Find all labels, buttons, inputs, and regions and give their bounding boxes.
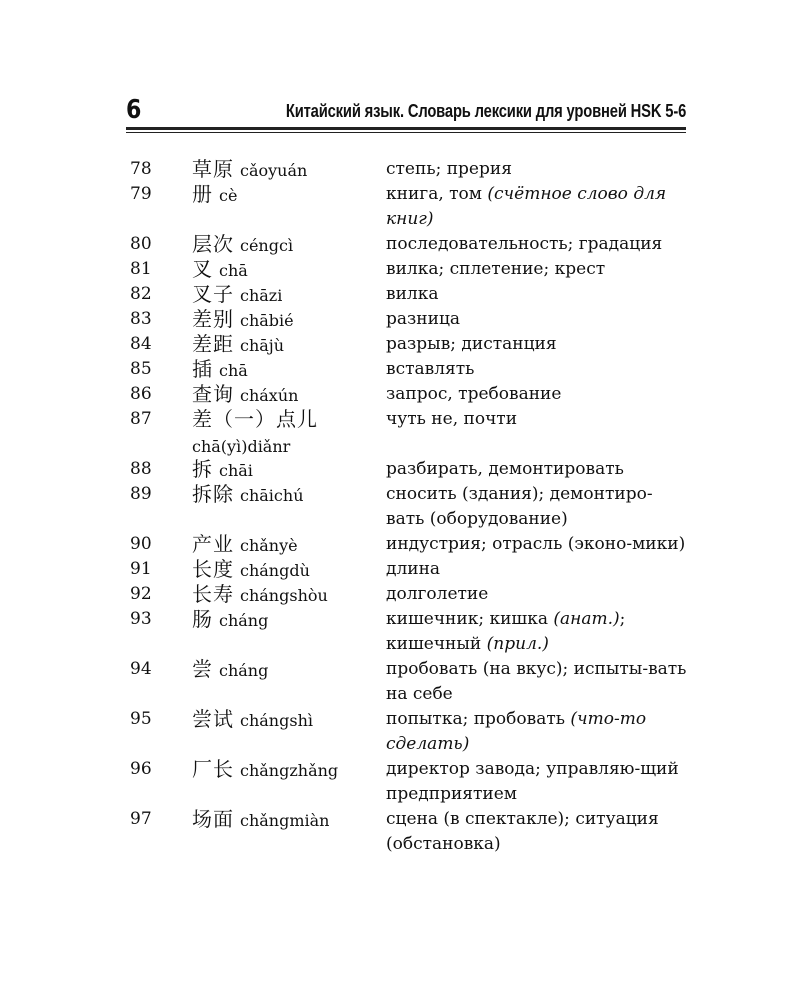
entry-hanzi: 拆除 <box>192 482 234 506</box>
entry-headword <box>192 407 432 460</box>
entry-hanzi: 厂长 <box>192 757 234 781</box>
entry-hanzi: 长度 <box>192 557 234 581</box>
page-number: 6 <box>126 95 142 125</box>
entry-number: 78 <box>130 159 152 179</box>
entry-pinyin: chābié <box>240 311 294 330</box>
entry-definition: книга, том (счётное слово для книг) <box>386 184 667 229</box>
entry-headword <box>192 482 382 509</box>
entry-note: (прил.) <box>486 634 549 654</box>
entry-hanzi: 叉子 <box>192 282 234 306</box>
entry-hanzi: 差（一）点儿 <box>192 407 318 431</box>
entry-definition: попытка; пробовать (что-то сделать) <box>386 709 647 754</box>
entry-definition: степь; прерия <box>386 159 512 179</box>
dictionary-entry <box>130 157 690 182</box>
entry-number: 82 <box>130 284 152 304</box>
dictionary-entry <box>130 757 690 807</box>
entry-pinyin: chā(yì)diǎnr <box>192 437 291 456</box>
entry-definition: вилка; сплетение; крест <box>386 259 606 279</box>
dictionary-entry <box>130 282 690 307</box>
entry-number: 89 <box>130 484 152 504</box>
entry-definition: разница <box>386 309 461 329</box>
entry-headword <box>192 282 382 309</box>
entry-number: 88 <box>130 459 152 479</box>
entry-hanzi: 尝试 <box>192 707 234 731</box>
entry-definition: запрос, требование <box>386 384 562 404</box>
entry-pinyin: chǎnyè <box>240 536 298 555</box>
entry-pinyin: chājù <box>240 336 285 355</box>
entry-pinyin: céngcì <box>240 236 294 255</box>
dictionary-entry <box>130 482 690 532</box>
entry-number: 94 <box>130 659 152 679</box>
entry-hanzi: 查询 <box>192 382 234 406</box>
entry-headword <box>192 157 382 184</box>
entry-headword <box>192 332 382 359</box>
entry-number: 86 <box>130 384 152 404</box>
entry-number: 97 <box>130 809 152 829</box>
entry-pinyin: chángshòu <box>240 586 328 605</box>
dictionary-entry <box>130 257 690 282</box>
entry-pinyin: chāzi <box>240 286 283 305</box>
entry-hanzi: 长寿 <box>192 582 234 606</box>
entry-pinyin: chā <box>219 361 248 380</box>
running-title: Китайский язык. Словарь лексики для уровней HSK 5-6 <box>285 101 686 121</box>
dictionary-entry <box>130 307 690 332</box>
entry-pinyin: chángshì <box>240 711 313 730</box>
entry-headword <box>192 582 382 609</box>
entry-hanzi: 草原 <box>192 157 234 181</box>
entry-headword <box>192 707 382 734</box>
entry-hanzi: 产业 <box>192 532 234 556</box>
entry-pinyin: cháng <box>219 661 269 680</box>
entry-number: 92 <box>130 584 152 604</box>
entry-hanzi: 册 <box>192 182 213 206</box>
entry-definition: вставлять <box>386 359 475 379</box>
entry-number: 93 <box>130 609 152 629</box>
entry-pinyin: cháxún <box>240 386 299 405</box>
dictionary-entry <box>130 807 690 857</box>
entry-number: 83 <box>130 309 152 329</box>
entry-note: (что-то сделать) <box>386 709 647 754</box>
dictionary-entry <box>130 232 690 257</box>
entry-headword <box>192 307 382 334</box>
dictionary-entry <box>130 557 690 582</box>
dictionary-entry <box>130 457 690 482</box>
entry-hanzi: 差距 <box>192 332 234 356</box>
entry-headword <box>192 382 382 409</box>
entry-hanzi: 拆 <box>192 457 213 481</box>
entry-number: 85 <box>130 359 152 379</box>
entry-pinyin: cháng <box>219 611 269 630</box>
entry-headword <box>192 357 382 384</box>
entry-hanzi: 差别 <box>192 307 234 331</box>
entry-headword <box>192 182 382 209</box>
dictionary-entry <box>130 357 690 382</box>
entry-headword <box>192 757 382 784</box>
entry-number: 90 <box>130 534 152 554</box>
header-rule-thin <box>126 132 686 133</box>
entry-number: 80 <box>130 234 152 254</box>
entry-note: (счётное слово для книг) <box>386 184 667 229</box>
entry-headword <box>192 532 382 559</box>
entry-pinyin: chāi <box>219 461 253 480</box>
entry-hanzi: 叉 <box>192 257 213 281</box>
dictionary-entry <box>130 182 690 232</box>
entry-number: 87 <box>130 409 152 429</box>
entry-headword <box>192 657 382 684</box>
entry-definition: чуть не, почти <box>386 409 518 429</box>
entry-note: (анат.) <box>553 609 620 629</box>
entry-definition: сносить (здания); демонтиро-вать (оборудование) <box>386 484 653 529</box>
page-header <box>126 95 686 131</box>
entry-headword <box>192 557 382 584</box>
entry-hanzi: 插 <box>192 357 213 381</box>
entry-number: 91 <box>130 559 152 579</box>
entry-headword <box>192 807 382 834</box>
entry-number: 84 <box>130 334 152 354</box>
entry-number: 81 <box>130 259 152 279</box>
entry-hanzi: 肠 <box>192 607 213 631</box>
entry-definition: кишечник; кишка (анат.); кишечный (прил.) <box>386 609 626 654</box>
entry-pinyin: chāichú <box>240 486 304 505</box>
entry-number: 95 <box>130 709 152 729</box>
entry-hanzi: 层次 <box>192 232 234 256</box>
entry-hanzi: 尝 <box>192 657 213 681</box>
dictionary-entry <box>130 332 690 357</box>
entry-definition: индустрия; отрасль (эконо-мики) <box>386 534 686 554</box>
entry-definition: длина <box>386 559 441 579</box>
dictionary-entry <box>130 582 690 607</box>
entry-headword <box>192 457 382 484</box>
dictionary-entry <box>130 607 690 657</box>
entry-pinyin: chā <box>219 261 248 280</box>
entry-pinyin: cǎoyuán <box>240 161 308 180</box>
entry-definition: разбирать, демонтировать <box>386 459 624 479</box>
dictionary-entry <box>130 657 690 707</box>
dictionary-entry <box>130 532 690 557</box>
entry-number: 79 <box>130 184 152 204</box>
entry-number: 96 <box>130 759 152 779</box>
entry-list <box>130 157 690 857</box>
entry-pinyin: chángdù <box>240 561 310 580</box>
entry-pinyin: chǎngmiàn <box>240 811 330 830</box>
entry-headword <box>192 607 382 634</box>
entry-definition: последовательность; градация <box>386 234 663 254</box>
dictionary-entry <box>130 382 690 407</box>
entry-headword <box>192 232 382 259</box>
entry-definition: директор завода; управляю-щий предприятием <box>386 759 679 804</box>
entry-definition: вилка <box>386 284 439 304</box>
entry-definition: разрыв; дистанция <box>386 334 557 354</box>
dictionary-entry <box>130 407 690 457</box>
entry-hanzi: 场面 <box>192 807 234 831</box>
entry-definition: долголетие <box>386 584 489 604</box>
entry-definition: пробовать (на вкус); испыты-вать на себе <box>386 659 687 704</box>
entry-headword <box>192 257 382 284</box>
entry-pinyin: cè <box>219 186 238 205</box>
dictionary-entry <box>130 707 690 757</box>
header-rule-thick <box>126 127 686 130</box>
entry-definition: сцена (в спектакле); ситуация (обстановка) <box>386 809 659 854</box>
entry-pinyin: chǎngzhǎng <box>240 761 339 780</box>
